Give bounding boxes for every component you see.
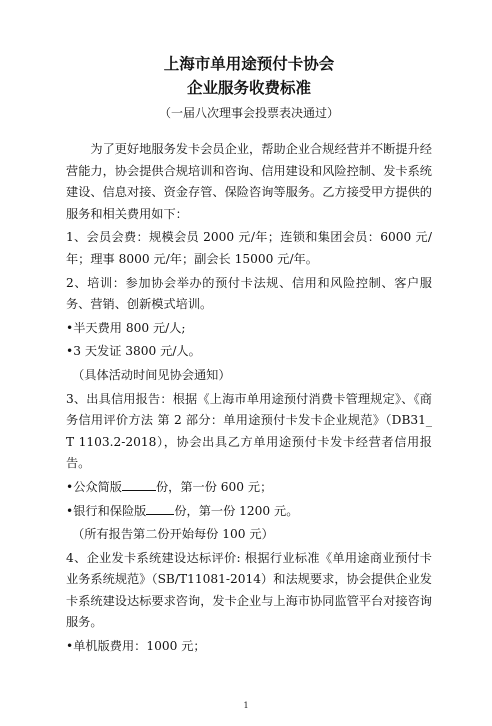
approval-note: （一届八次理事会投票表决通过） <box>158 106 339 120</box>
section-credit-report: 3、出具信用报告：根据《上海市单用途预付消费卡管理规定》、《商务信用评价方法 第 2 部分：单用途预付卡发卡企业规范》（DB31_T 1103.2-2018），协会出具乙方单用途预付卡发卡经营者信用报告。 <box>66 391 432 471</box>
section-card-system-evaluation: 4、企业发卡系统建设达标评价: 根据行业标准《单用途商业预付卡业务系统规范》（SB/T11081-2014）和法规要求，协会提供企业发卡系统建设达标要求咨询，发卡企业与上海市协同监管平台对接咨询服务。 <box>66 550 432 630</box>
document-page <box>0 52 492 726</box>
bank-version-label: •银行和保险版 <box>66 503 147 518</box>
document-title: 上海市单用途预付卡协会 <box>163 55 335 73</box>
section-training: 2、培训：参加协会举办的预付卡法规、信用和风险控制、客户服务、营销、创新模式培训。 <box>66 275 432 312</box>
standalone-version-fee: •单机版费用：1000 元； <box>66 639 206 654</box>
bank-version-fee: 份，第一份 1200 元。 <box>174 503 299 518</box>
credit-report-bank-version <box>66 501 432 523</box>
bank-version-copies-blank <box>146 502 174 515</box>
intro-paragraph: 为了更好地服务发卡会员企业，帮助企业合规经营并不断提升经营能力，协会提供合规培训和咨询、信用建设和风险控制、发卡系统建设、信息对接、资金存管、保险咨询等服务。乙方接受甲方提供的服务和相关费用如下： <box>66 142 432 221</box>
section-membership-fees: 1、会员会费：规模会员 2000 元/年；连锁和集团会员：6000 元/年；理事 8000 元/年；副会长 15000 元/年。 <box>66 230 432 266</box>
public-version-label: •公众简版 <box>66 479 122 494</box>
document-subtitle-title: 企业服务收费标准 <box>186 79 311 97</box>
page-number: 1 <box>243 701 249 710</box>
training-three-day-fee: •3 天发证 3800 元/人。 <box>66 344 201 359</box>
training-note: （具体活动时间见协会通知） <box>72 367 231 382</box>
training-half-day-fee: •半天费用 800 元/人; <box>66 320 186 335</box>
public-version-copies-blank <box>122 478 156 491</box>
credit-report-note: （所有报告第二份开始每份 100 元） <box>72 527 274 542</box>
public-version-fee: 份，第一份 600 元； <box>155 479 273 494</box>
credit-report-public-version <box>66 477 432 499</box>
